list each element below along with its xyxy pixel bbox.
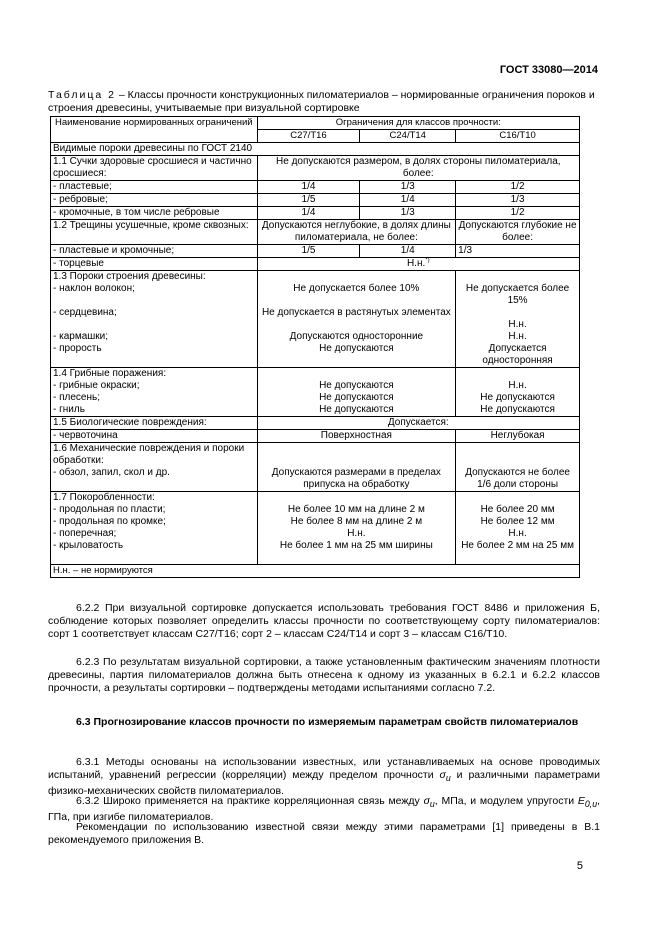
caption-prefix: Таблица 2	[48, 89, 116, 101]
text-part: , ГПа, при изгибе пиломатериалов.	[48, 795, 600, 824]
cell-value: Не допускаются	[319, 343, 394, 354]
cell-value: Поверхностная	[257, 430, 456, 443]
spacer	[53, 295, 255, 307]
row-label: - сердцевина;	[53, 307, 117, 318]
row-label: - поперечная;	[53, 528, 117, 539]
spacer	[458, 492, 577, 504]
group-values-b	[456, 271, 580, 368]
cell-value: Допускается односторонняя	[482, 343, 553, 366]
cell-value: 1/5	[257, 194, 360, 207]
symbol-subscript: u	[445, 773, 451, 784]
col-header-name: Наименование нормированных ограничений	[51, 117, 258, 143]
spacer	[260, 492, 454, 504]
sigma-symbol: σ	[439, 769, 446, 781]
spacer	[458, 271, 577, 283]
spacer	[260, 443, 454, 467]
group-values-b	[456, 368, 580, 417]
cell-value: Не допускаются	[319, 392, 394, 403]
spacer	[458, 307, 577, 319]
cell-value: 1/4	[360, 245, 456, 258]
cell-value: Н.н.	[508, 380, 527, 391]
cell-value: Н.н.	[508, 319, 527, 330]
symbol-subscript: u	[429, 799, 435, 810]
paragraph-6-3-1	[48, 756, 600, 798]
cell-value: Не допускается в растянутых элементах	[261, 307, 451, 318]
text-part: 6.3.2 Широко применяется на практике корреляционная связь между	[76, 795, 424, 807]
spacer	[53, 479, 255, 491]
row-label: - плесень;	[53, 392, 100, 403]
spacer	[260, 271, 454, 283]
table-row	[51, 245, 580, 258]
heading-6-3: 6.3 Прогнозирование классов прочности по измеряемым параметрам свойств пиломатериалов	[76, 716, 579, 728]
paragraph-6-2-3: 6.2.3 По результатам визуальной сортировки, а также установленным фактическим значениям плотности древесины, партия пиломатериалов должна быть отнесена к одному из указанных в 6.2.1 и 6.2.2 классов прочности, а результаты сортировки – подтверждены методами испытаниями согласно 7.2.	[48, 656, 600, 694]
table-row	[51, 194, 580, 207]
group-cell	[51, 368, 258, 417]
row-label: - кармашки;	[53, 331, 109, 342]
row-label: - грибные окраски;	[53, 380, 140, 391]
group-note: Допускаются глубокие не более:	[456, 220, 580, 245]
group-cell	[51, 443, 258, 492]
row-label: - пластевые;	[51, 181, 258, 194]
nn-text: Н.н.	[406, 258, 426, 269]
cell-value: 1/3	[456, 194, 580, 207]
cell-value: Н.н.	[347, 528, 366, 539]
cell-value: 1/4	[360, 194, 456, 207]
table-header-row	[51, 117, 580, 130]
group-values-a	[257, 443, 456, 492]
cell-value: Не допускаются	[319, 380, 394, 391]
class-header-c16: С16/Т10	[456, 130, 580, 143]
symbol-subscript: 0,u	[584, 799, 598, 810]
cell-value: Н.н.	[508, 528, 527, 539]
row-label: - ребровые;	[51, 194, 258, 207]
table-row	[51, 443, 580, 492]
row-label: - пластевые и кромочные;	[51, 245, 258, 258]
row-label: - торцевые	[51, 258, 258, 271]
spacer	[458, 368, 577, 380]
footnote-mark: *)	[425, 257, 430, 264]
table-row	[51, 207, 580, 220]
group-values-b	[456, 443, 580, 492]
group-title: 1.6 Механические повреждения и пороки обработки:	[53, 443, 245, 466]
cell-value: Н.н.	[508, 331, 527, 342]
class-header-c24: С24/Т14	[360, 130, 456, 143]
table-row	[51, 430, 580, 443]
cell-value: Не допускаются	[480, 392, 555, 403]
group-values-b	[456, 492, 580, 565]
cell-value: 1/2	[456, 207, 580, 220]
table-row	[51, 417, 580, 430]
cell-value	[257, 258, 579, 271]
cell-value: Неглубокая	[456, 430, 580, 443]
group-title: 1.2 Трещины усушечные, кроме сквозных:	[51, 220, 258, 245]
row-label: - крыловатость	[53, 540, 124, 551]
cell-value: Не более 1 мм на 25 мм ширины	[279, 540, 433, 551]
paragraph-recommendations: Рекомендации по использованию известной связи между этими параметрами [1] приведены в В.1 рекомендуемого приложения В.	[48, 821, 600, 846]
group-note: Допускается:	[257, 417, 579, 430]
col-header-limits: Ограничения для классов прочности:	[257, 117, 579, 130]
group-title: 1.7 Покоробленности:	[53, 492, 155, 503]
text-part: , МПа, и модулем упругости	[434, 795, 578, 807]
group-title: 1.4 Грибные поражения:	[53, 368, 167, 379]
cell-value: Не более 20 мм	[480, 504, 555, 515]
sigma-symbol: σ	[423, 795, 430, 807]
group-cell	[51, 492, 258, 565]
paragraph-6-3-2	[48, 795, 600, 824]
cell-value: 1/4	[257, 181, 360, 194]
cell-value: Не более 2 мм на 25 мм	[461, 540, 574, 551]
cell-value: Не более 8 мм на длине 2 м	[290, 516, 423, 527]
group-title: 1.1 Сучки здоровые сросшиеся и частично сросшиеся:	[51, 156, 258, 181]
cell-value: Не более 12 мм	[480, 516, 555, 527]
caption-text: – Классы прочности конструкционных пиломатериалов – нормированные ограничения пороков и строения древесины, учитываемые при визуальной сортировке	[48, 89, 595, 114]
group-title: 1.3 Пороки строения древесины:	[53, 271, 206, 282]
spacer	[53, 355, 255, 367]
text-part: и различными параметрами физико-механических свойств пиломатериалов.	[48, 769, 600, 798]
cell-value: 1/3	[456, 245, 580, 258]
group-values-a	[257, 368, 456, 417]
group-values-a	[257, 492, 456, 565]
spacer	[458, 443, 577, 467]
row-label: - гниль	[53, 404, 85, 415]
group-note: Не допускаются размером, в долях стороны пиломатериала, более:	[257, 156, 579, 181]
row-label: - обзол, запил, скол и др.	[53, 467, 170, 478]
text-part: 6.3.1 Методы основаны на использовании известных, или устанавливаемых на основе проводимых испытаний, уравнений регрессии (корреляции) между пределом прочности	[48, 756, 600, 781]
cell-value: 1/5	[257, 245, 360, 258]
cell-value: Не более 10 мм на длине 2 м	[287, 504, 425, 515]
cell-value: Не допускается более 10%	[293, 283, 420, 294]
page-number: 5	[576, 860, 583, 872]
strength-classes-table	[50, 116, 580, 578]
footnote-row	[51, 565, 580, 578]
spacer	[260, 368, 454, 380]
table-row	[51, 271, 580, 368]
table-row	[51, 156, 580, 181]
paragraph-6-2-2: 6.2.2 При визуальной сортировке допускается использовать требования ГОСТ 8486 и приложения Б, соблюдение которых позволяет определить классы прочности по соответствующему сорту пиломатериалов: сорт 1 соответствует классам С27/Т16; сорт 2 – классам С24/Т14 и сорт 3 – классам С16/Т10.	[48, 602, 600, 640]
table-row	[51, 220, 580, 245]
cell-value: 1/3	[360, 207, 456, 220]
group-title: 1.5 Биологические повреждения:	[51, 417, 258, 430]
spacer	[53, 552, 255, 564]
group-cell	[51, 271, 258, 368]
row-label: - продольная по кромке;	[53, 516, 166, 527]
table-caption	[48, 89, 613, 115]
cell-value: 1/3	[360, 181, 456, 194]
cell-value: Допускаются односторонние	[289, 331, 424, 342]
table-row	[51, 368, 580, 417]
cell-value: 1/4	[257, 207, 360, 220]
modulus-symbol: E	[577, 795, 585, 807]
table-footnote: Н.н. – не нормируются	[51, 565, 580, 578]
cell-value: Допускаются не более 1/6 доли стороны	[465, 467, 570, 490]
table-row	[51, 258, 580, 271]
section-row	[51, 143, 580, 156]
row-label: - кромочные, в том числе ребровые	[51, 207, 258, 220]
row-label: - наклон волокон;	[53, 283, 135, 294]
group-values-a	[257, 271, 456, 368]
row-label: - прорость	[53, 343, 102, 354]
row-label: - продольная по пласти;	[53, 504, 166, 515]
group-note: Допускаются неглубокие, в долях длины пиломатериала, не более:	[257, 220, 456, 245]
cell-value: Не допускаются	[480, 404, 555, 415]
row-label: - червоточина	[51, 430, 258, 443]
section-title: Видимые пороки древесины по ГОСТ 2140	[51, 143, 580, 156]
cell-value: Не допускается более 15%	[465, 283, 570, 306]
cell-value: 1/2	[456, 181, 580, 194]
cell-value: Допускаются размерами в пределах припуска на обработку	[271, 467, 441, 490]
table-row	[51, 181, 580, 194]
cell-value: Не допускаются	[319, 404, 394, 415]
document-code: ГОСТ 33080—2014	[499, 64, 598, 76]
spacer	[53, 319, 255, 331]
class-header-c27: С27/Т16	[257, 130, 360, 143]
table-row	[51, 492, 580, 565]
